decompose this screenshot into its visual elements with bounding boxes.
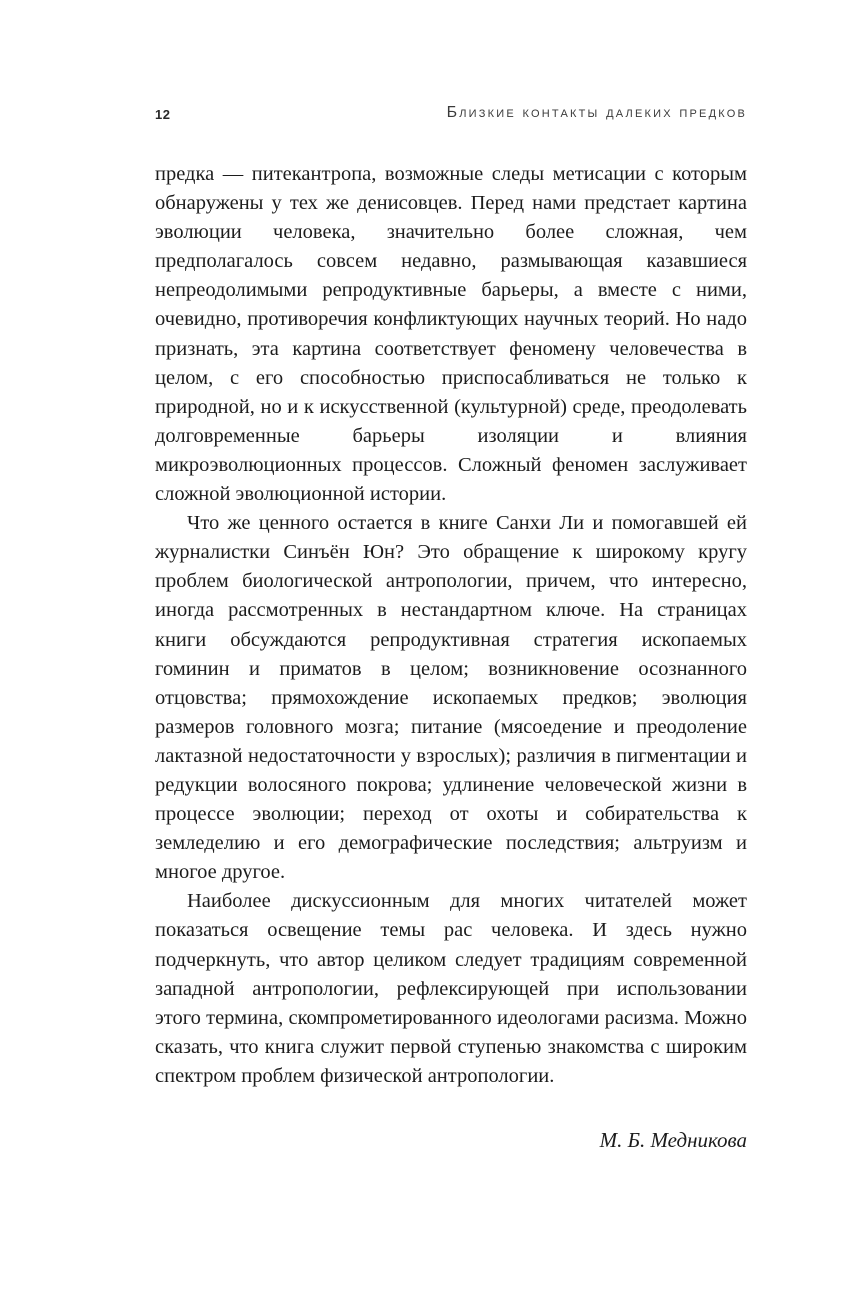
author-signature: М. Б. Медникова	[599, 1128, 747, 1152]
page-number: 12	[155, 107, 171, 122]
body-text	[155, 160, 747, 1091]
paragraph: Наиболее дискуссионным для многих читателей может показаться освещение темы рас человека. И здесь нужно подчеркнуть, что автор целиком следует традициям современной западной антропологии, рефлексирующей при использовании этого термина, скомпрометированного идеологами расизма. Можно сказать, что книга служит первой ступенью знакомства с широким спектром проблем физической антропологии.	[155, 890, 747, 1087]
paragraph: Что же ценного остается в книге Санхи Ли и помогавшей ей журналистки Синъён Юн? Это обращение к широкому кругу проблем биологической антропологии, причем, что интересно, иногда рассмотренных в нестандартном ключе. На страницах книги обсуждаются репродуктивная стратегия ископаемых гоминин и приматов в целом; возникновение осознанного отцовства; прямохождение ископаемых предков; эволюция размеров головного мозга; питание (мясоедение и преодоление лактазной недостаточности у взрослых); различия в пигментации и редукции волосяного покрова; удлинение человеческой жизни в процессе эволюции; переход от охоты и собирательства к земледелию и его демографические последствия; альтруизм и многое другое.	[155, 512, 747, 884]
paragraph: предка — питекантропа, возможные следы метисации с которым обнаружены у тех же денисовцев. Перед нами предстает картина эволюции человека, значительно более сложная, чем предполагалось совсем недавно, размывающая казавшиеся непреодолимыми репродуктивные барьеры, а вместе с ними, очевидно, противоречия конфликтующих научных теорий. Но надо признать, эта картина соответствует феномену человечества в целом, с его способностью приспосабливаться не только к природной, но и к искусственной (культурной) среде, преодолевать долговременные барьеры изоляции и влияния микроэволюционных процессов. Сложный феномен заслуживает сложной эволюционной истории.	[155, 163, 747, 506]
running-title: Близкие контакты далеких предков	[446, 104, 747, 121]
page-header	[155, 104, 747, 128]
